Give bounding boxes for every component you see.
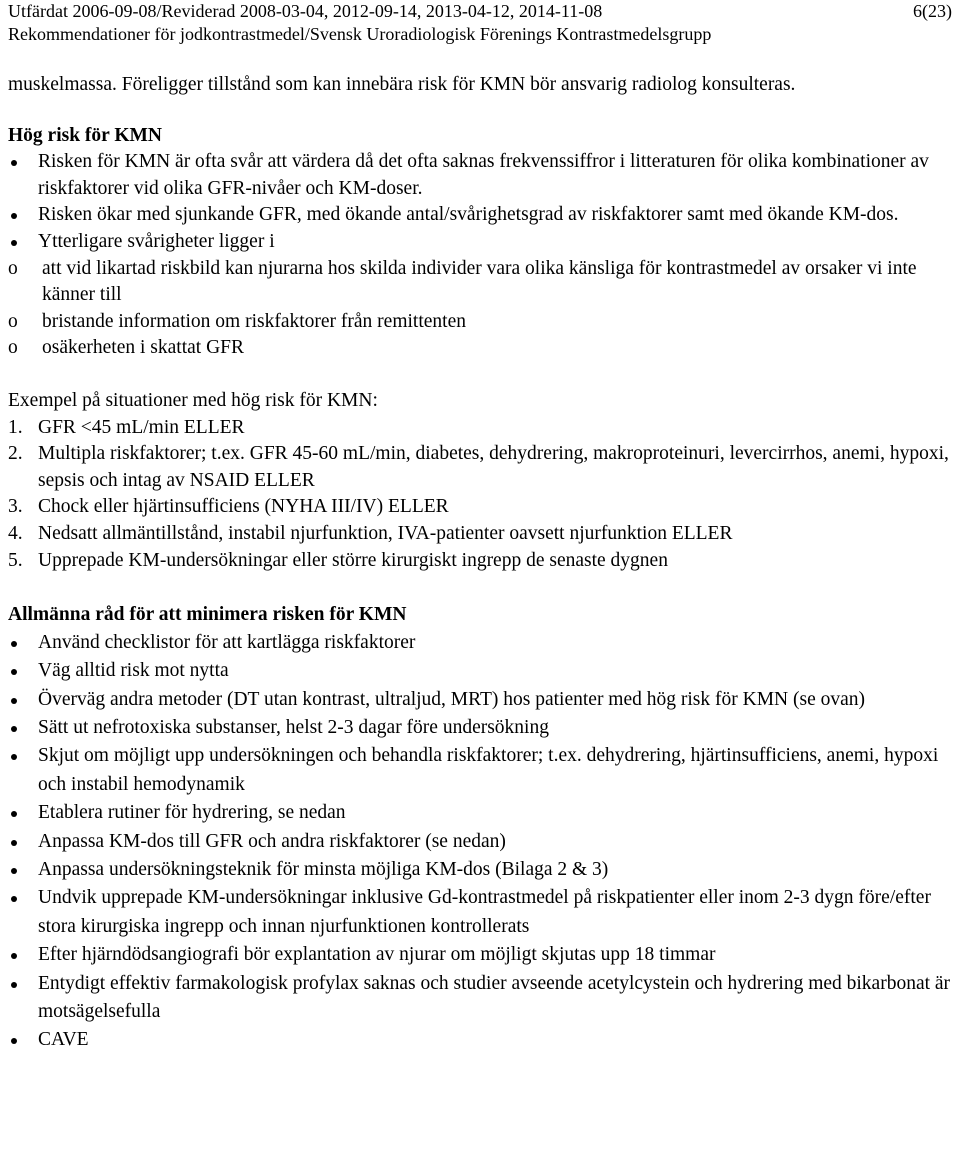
list-item xyxy=(8,415,952,442)
list-item: Sätt ut nefrotoxiska substanser, helst 2-3 dagar före undersökning xyxy=(8,714,952,742)
list-item xyxy=(8,494,952,521)
examples-list xyxy=(8,415,952,575)
list-item: CAVE xyxy=(8,1026,952,1054)
list-item: Anpassa undersökningsteknik för minsta möjliga KM-dos (Bilaga 2 & 3) xyxy=(8,856,952,884)
high-risk-list xyxy=(8,149,952,362)
intro-paragraph: muskelmassa. Föreligger tillstånd som kan innebära risk för KMN bör ansvarig radiolog konsulteras. xyxy=(8,74,796,95)
sub-list-item: o bristande information om riskfaktorer från remittenten xyxy=(8,309,952,336)
examples-heading: Exempel på situationer med hög risk för KMN: xyxy=(8,389,378,411)
header-revision-dates: Utfärdat 2006-09-08/Reviderad 2008-03-04, 2012-09-14, 2013-04-12, 2014-11-08 xyxy=(8,1,603,21)
item-text: Chock eller hjärtinsufficiens (NYHA III/IV) ELLER xyxy=(38,496,449,518)
item-text: Upprepade KM-undersökningar eller större kirurgiskt ingrepp de senaste dygnen xyxy=(38,549,668,571)
item-text: Multipla riskfaktorer; t.ex. GFR 45-60 mL/min, diabetes, dehydrering, makroproteinuri, levercirrhos, anemi, hypoxi, sepsis och intag av NSAID ELLER xyxy=(38,443,949,491)
header-line-1 xyxy=(8,0,952,23)
item-text: Nedsatt allmäntillstånd, instabil njurfunktion, IVA-patienter oavsett njurfunktion ELLER xyxy=(38,522,733,544)
list-item xyxy=(8,548,952,575)
list-item xyxy=(8,521,952,548)
advice-list xyxy=(8,629,952,1055)
item-text: GFR <45 mL/min ELLER xyxy=(38,416,245,438)
high-risk-heading: Hög risk för KMN xyxy=(8,124,163,146)
item-number: 5. xyxy=(8,549,23,571)
list-item: Överväg andra metoder (DT utan kontrast, ultraljud, MRT) hos patienter med hög risk för KMN (se ovan) xyxy=(8,686,952,714)
list-item: Undvik upprepade KM-undersökningar inklusive Gd-kontrastmedel på riskpatienter eller inom 2-3 dygn före/efter stora kirurgiska ingrepp och innan njurfunktionen kontrollerats xyxy=(8,884,952,941)
list-item: Använd checklistor för att kartlägga riskfaktorer xyxy=(8,629,952,657)
list-item: Skjut om möjligt upp undersökningen och behandla riskfaktorer; t.ex. dehydrering, hjärtinsufficiens, anemi, hypoxi och instabil hemodynamik xyxy=(8,742,952,799)
list-item: Efter hjärndödsangiografi bör explantation av njurar om möjligt skjutas upp 18 timmar xyxy=(8,941,952,969)
difficulties-sublist xyxy=(8,256,952,362)
advice-heading: Allmänna råd för att minimera risken för KMN xyxy=(8,604,407,626)
page-header xyxy=(8,0,952,46)
sub-list-item: o osäkerheten i skattat GFR xyxy=(8,335,952,362)
page-number: 6(23) xyxy=(913,1,952,21)
item-number: 4. xyxy=(8,522,23,544)
item-number: 3. xyxy=(8,496,23,518)
list-item: Anpassa KM-dos till GFR och andra riskfaktorer (se nedan) xyxy=(8,828,952,856)
list-item: Risken ökar med sjunkande GFR, med ökande antal/svårighetsgrad av riskfaktorer samt med ökande KM-dos. xyxy=(8,202,952,229)
item-number: 2. xyxy=(8,443,23,465)
list-item-text: Ytterligare svårigheter ligger i xyxy=(38,230,275,252)
list-item xyxy=(8,441,952,494)
list-item: Väg alltid risk mot nytta xyxy=(8,657,952,685)
list-item xyxy=(8,229,952,362)
item-number: 1. xyxy=(8,416,23,438)
list-item: Etablera rutiner för hydrering, se nedan xyxy=(8,799,952,827)
sub-list-item: o att vid likartad riskbild kan njurarna hos skilda individer vara olika känsliga för kontrastmedel av orsaker vi inte känner till xyxy=(8,256,952,309)
list-item: Risken för KMN är ofta svår att värdera då det ofta saknas frekvenssiffror i litteraturen för olika kombinationer av riskfaktorer vid olika GFR-nivåer och KM-doser. xyxy=(8,149,952,202)
header-document-title: Rekommendationer för jodkontrastmedel/Svensk Uroradiologisk Förenings Kontrastmedelsgrupp xyxy=(8,24,712,44)
list-item: Entydigt effektiv farmakologisk profylax saknas och studier avseende acetylcystein och hydrering med bikarbonat är motsägelsefulla xyxy=(8,970,952,1027)
page-content xyxy=(8,72,952,1055)
